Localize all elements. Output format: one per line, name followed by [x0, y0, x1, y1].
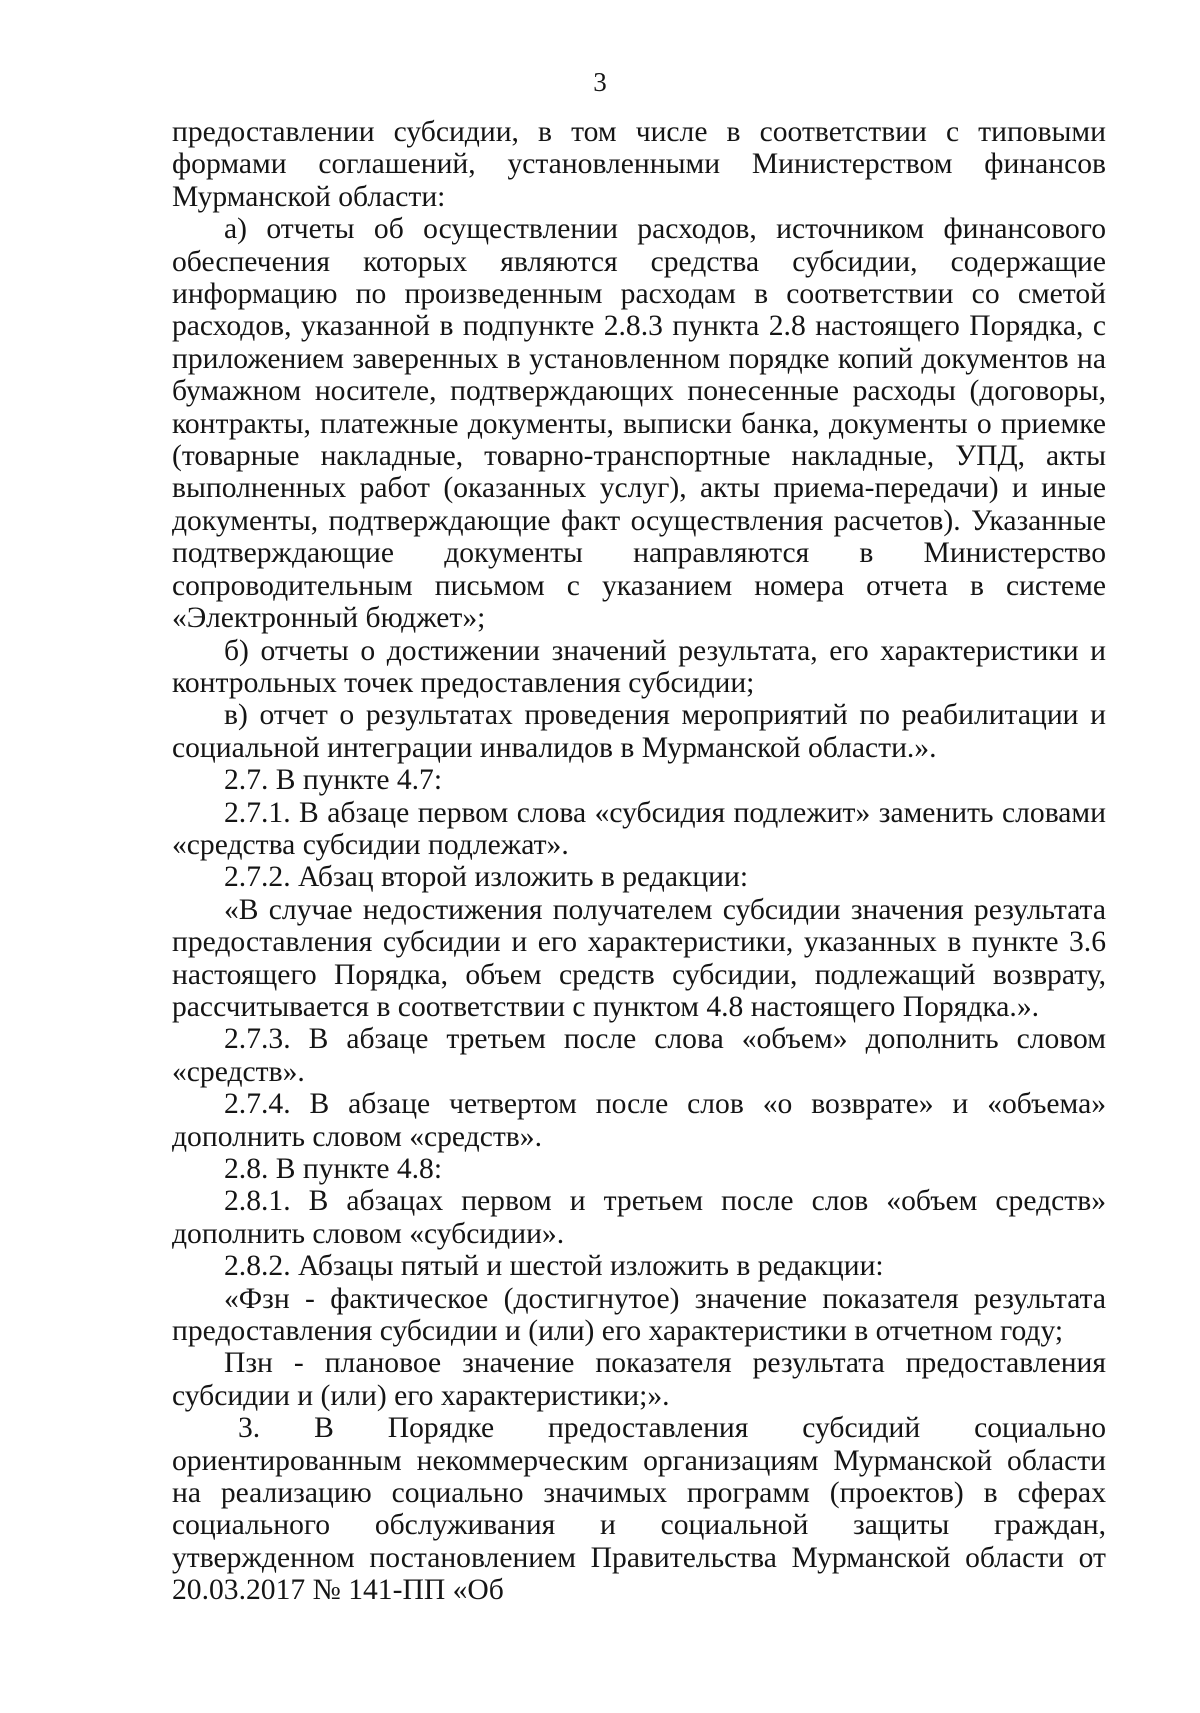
paragraph-2-7-4: 2.7.4. В абзаце четвертом после слов «о возврате» и «объема» дополнить словом «средств». — [172, 1088, 1106, 1153]
paragraph-2-7-3: 2.7.3. В абзаце третьем после слова «объем» дополнить словом «средств». — [172, 1023, 1106, 1088]
paragraph-item-v: в) отчет о результатах проведения мероприятий по реабилитации и социальной интеграции инвалидов в Мурманской области.». — [172, 699, 1106, 764]
paragraph-item-a: а) отчеты об осуществлении расходов, источником финансового обеспечения которых являются средства субсидии, содержащие информацию по произведенным расходам в соответствии со сметой расходов, указанной в подпункте 2.8.3 пункта 2.8 настоящего Порядка, с приложением заверенных в установленном порядке копий документов на бумажном носителе, подтверждающих понесенные расходы (договоры, контракты, платежные документы, выписки банка, документы о приемке (товарные накладные, товарно-транспортные накладные, УПД, акты выполненных работ (оказанных услуг), акты приема-передачи) и иные документы, подтверждающие факт осуществления расчетов). Указанные подтверждающие документы направляются в Министерство сопроводительным письмом с указанием номера отчета в системе «Электронный бюджет»; — [172, 213, 1106, 635]
paragraph-intro: предоставлении субсидии, в том числе в соответствии с типовыми формами соглашений, установленными Министерством финансов Мурманской области: — [172, 116, 1106, 213]
paragraph-2-8-2: 2.8.2. Абзацы пятый и шестой изложить в редакции: — [224, 1250, 884, 1283]
paragraph-item-b: б) отчеты о достижении значений результата, его характеристики и контрольных точек предоставления субсидии; — [172, 634, 1106, 699]
paragraph-2-8-1: 2.8.1. В абзацах первом и третьем после слов «объем средств» дополнить словом «субсидии». — [172, 1185, 1106, 1250]
paragraph-fzn-definition: «Фзн - фактическое (достигнутое) значение показателя результата предоставления субсидии и (или) его характеристики в отчетном году; — [172, 1282, 1106, 1348]
paragraph-2-7: 2.7. В пункте 4.7: — [224, 764, 443, 797]
paragraph-2-8: 2.8. В пункте 4.8: — [224, 1153, 443, 1185]
paragraph-2-7-2: 2.7.2. Абзац второй изложить в редакции: — [224, 861, 749, 894]
paragraph-pzn-definition: Пзн - плановое значение показателя результата предоставления субсидии и (или) его характеристики;». — [172, 1347, 1106, 1412]
paragraph-2-7-2-quote: «В случае недостижения получателем субсидии значения результата предоставления субсидии и его характеристики, указанных в пункте 3.6 настоящего Порядка, объем средств субсидии, подлежащий возврату, рассчитывается в соответствии с пунктом 4.8 настоящего Порядка.». — [172, 893, 1106, 1023]
page-number: 3 — [593, 67, 607, 97]
paragraph-section-3: 3. В Порядке предоставления субсидий социально ориентированным некоммерческим организациям Мурманской области на реализацию социально значимых программ (проектов) в сферах социального обслуживания и социальной защиты граждан, утвержденном постановлением Правительства Мурманской области от 20.03.2017 № 141-ПП «Об — [172, 1412, 1106, 1607]
document-body — [172, 116, 1106, 1607]
paragraph-2-7-1: 2.7.1. В абзаце первом слова «субсидия подлежит» заменить словами «средства субсидии подлежат». — [172, 796, 1106, 861]
